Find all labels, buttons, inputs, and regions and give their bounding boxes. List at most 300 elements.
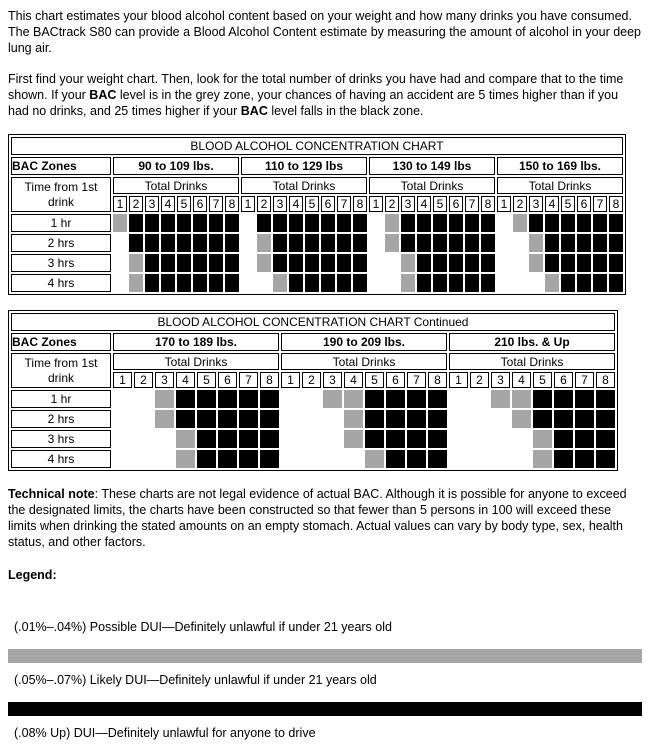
zone-cell-black	[577, 214, 591, 232]
zone-cell-black	[365, 390, 384, 408]
zone-cell-black	[401, 234, 415, 252]
bac-chart-table-2-continued	[8, 310, 618, 471]
drink-number: 1	[369, 196, 383, 212]
zone-cell-black	[197, 450, 216, 468]
zone-cell-grey	[257, 234, 271, 252]
zone-cell-black	[417, 274, 431, 292]
zone-cell-white	[470, 450, 489, 468]
zone-cell-black	[449, 274, 463, 292]
zone-cell-black	[561, 254, 575, 272]
chart-title: BLOOD ALCOHOL CONCENTRATION CHART	[11, 137, 623, 155]
intro-paragraph-2	[8, 71, 642, 119]
zone-cell-white	[491, 410, 510, 428]
time-row-label: 2 hrs	[11, 410, 111, 428]
time-row-label: 4 hrs	[11, 274, 111, 292]
drink-number: 1	[113, 196, 127, 212]
drink-number: 8	[428, 372, 447, 388]
zone-cell-black	[596, 410, 615, 428]
zone-cell-black	[193, 214, 207, 232]
zone-cell-black	[177, 234, 191, 252]
zone-cell-black	[465, 274, 479, 292]
total-drinks-header: Total Drinks	[113, 177, 239, 194]
zone-cell-black	[545, 234, 559, 252]
drink-number: 8	[260, 372, 279, 388]
zone-cell-white	[344, 450, 363, 468]
zone-cell-grey	[344, 430, 363, 448]
zone-cell-white	[497, 214, 511, 232]
bac-chart-table-1	[8, 134, 626, 295]
drink-number: 8	[609, 196, 623, 212]
zone-cell-black	[260, 430, 279, 448]
zone-cell-black	[575, 410, 594, 428]
zone-cell-black	[177, 254, 191, 272]
zone-cell-white	[369, 214, 383, 232]
zone-cell-white	[113, 234, 127, 252]
legend-swatch-black	[8, 702, 642, 716]
zone-cell-black	[321, 214, 335, 232]
zone-cell-black	[593, 214, 607, 232]
weight-range-header: 150 to 169 lbs.	[497, 157, 623, 175]
drink-number: 6	[554, 372, 573, 388]
drink-number: 4	[545, 196, 559, 212]
time-row-label: 2 hrs	[11, 234, 111, 252]
zone-cell-black	[209, 274, 223, 292]
zone-cell-black	[273, 234, 287, 252]
bac-zones-header: BAC Zones	[11, 157, 111, 175]
zone-cell-white	[113, 274, 127, 292]
zone-cell-black	[433, 234, 447, 252]
time-row-label: 1 hr	[11, 390, 111, 408]
zone-cell-black	[481, 214, 495, 232]
zone-cell-black	[257, 214, 271, 232]
zone-cell-grey	[512, 410, 531, 428]
zone-cell-black	[193, 234, 207, 252]
zone-cell-black	[554, 410, 573, 428]
zone-cell-white	[134, 410, 153, 428]
zone-cell-black	[428, 450, 447, 468]
zone-cell-white	[449, 450, 468, 468]
zone-cell-white	[385, 254, 399, 272]
zone-cell-black	[407, 430, 426, 448]
zone-cell-white	[513, 234, 527, 252]
zone-cell-black	[365, 410, 384, 428]
zone-cell-white	[369, 234, 383, 252]
zone-cell-black	[353, 234, 367, 252]
zone-cell-grey	[155, 390, 174, 408]
zone-cell-black	[197, 430, 216, 448]
zone-cell-black	[554, 430, 573, 448]
zone-cell-white	[281, 450, 300, 468]
drink-number: 2	[385, 196, 399, 212]
drink-number: 3	[145, 196, 159, 212]
zone-cell-grey	[529, 234, 543, 252]
zone-cell-white	[369, 254, 383, 272]
zone-cell-grey	[533, 430, 552, 448]
zone-cell-black	[289, 254, 303, 272]
zone-cell-black	[481, 234, 495, 252]
zone-cell-grey	[545, 274, 559, 292]
zone-cell-black	[596, 390, 615, 408]
zone-cell-grey	[491, 390, 510, 408]
intro-p2-text: First find your weight chart. Then, look for the total number of drinks you have had and compare that to the time shown. If your	[8, 72, 624, 102]
zone-cell-black	[225, 254, 239, 272]
drink-number: 8	[596, 372, 615, 388]
total-drinks-header: Total Drinks	[241, 177, 367, 194]
zone-cell-white	[113, 254, 127, 272]
zone-cell-black	[260, 450, 279, 468]
zone-cell-grey	[155, 410, 174, 428]
zone-cell-white	[113, 450, 132, 468]
zone-cell-white	[385, 274, 399, 292]
chart-title: BLOOD ALCOHOL CONCENTRATION CHART Continued	[11, 313, 615, 331]
drink-number: 8	[481, 196, 495, 212]
drink-number: 3	[155, 372, 174, 388]
zone-cell-black	[337, 274, 351, 292]
zone-cell-black	[593, 234, 607, 252]
zone-cell-black	[554, 390, 573, 408]
drink-number: 3	[273, 196, 287, 212]
zone-cell-white	[513, 254, 527, 272]
drink-number: 2	[134, 372, 153, 388]
zone-cell-white	[491, 450, 510, 468]
zone-cell-black	[481, 274, 495, 292]
intro-p2-text: level falls in the black zone.	[267, 104, 424, 118]
zone-cell-black	[428, 430, 447, 448]
time-from-first-drink-header: Time from 1st drink	[11, 353, 111, 388]
intro-p2-text: level is in the grey zone, your chances of having an accident are 5 times higher than if you had no drinks, and 25 times higher if your	[8, 88, 619, 118]
drink-number: 6	[449, 196, 463, 212]
zone-cell-black	[239, 410, 258, 428]
zone-cell-grey	[385, 214, 399, 232]
time-row-label: 4 hrs	[11, 450, 111, 468]
zone-cell-black	[218, 410, 237, 428]
zone-cell-black	[353, 274, 367, 292]
zone-cell-black	[407, 390, 426, 408]
technical-note	[8, 486, 642, 550]
drink-number: 5	[561, 196, 575, 212]
drink-number: 1	[241, 196, 255, 212]
zone-cell-white	[513, 274, 527, 292]
zone-cell-black	[129, 214, 143, 232]
drink-number: 4	[417, 196, 431, 212]
zone-cell-white	[491, 430, 510, 448]
zone-cell-black	[305, 234, 319, 252]
time-row-label: 3 hrs	[11, 254, 111, 272]
legend-item-dui: (.08% Up) DUI—Definitely unlawful for anyone to drive	[14, 726, 316, 740]
zone-cell-black	[561, 214, 575, 232]
drink-number: 3	[491, 372, 510, 388]
zone-cell-white	[241, 254, 255, 272]
weight-range-header: 90 to 109 lbs.	[113, 157, 239, 175]
zone-cell-black	[596, 450, 615, 468]
zone-cell-black	[545, 214, 559, 232]
zone-cell-black	[337, 254, 351, 272]
zone-cell-black	[177, 274, 191, 292]
zone-cell-grey	[529, 254, 543, 272]
zone-cell-black	[575, 430, 594, 448]
total-drinks-header: Total Drinks	[497, 177, 623, 194]
zone-cell-black	[176, 390, 195, 408]
drink-number: 5	[305, 196, 319, 212]
zone-cell-white	[134, 430, 153, 448]
zone-cell-black	[545, 254, 559, 272]
zone-cell-black	[449, 234, 463, 252]
zone-cell-black	[321, 254, 335, 272]
drink-number: 2	[513, 196, 527, 212]
zone-cell-black	[197, 410, 216, 428]
zone-cell-black	[433, 254, 447, 272]
zone-cell-white	[470, 430, 489, 448]
zone-cell-black	[176, 410, 195, 428]
weight-range-header: 170 to 189 lbs.	[113, 333, 279, 351]
zone-cell-white	[323, 410, 342, 428]
zone-cell-grey	[365, 450, 384, 468]
zone-cell-black	[575, 390, 594, 408]
zone-cell-black	[177, 214, 191, 232]
zone-cell-black	[609, 214, 623, 232]
zone-cell-white	[449, 410, 468, 428]
bac-zones-header: BAC Zones	[11, 333, 111, 351]
zone-cell-black	[289, 214, 303, 232]
zone-cell-white	[512, 450, 531, 468]
weight-range-header: 110 to 129 lbs	[241, 157, 367, 175]
zone-cell-white	[113, 410, 132, 428]
zone-cell-black	[321, 274, 335, 292]
zone-cell-black	[554, 450, 573, 468]
zone-cell-black	[239, 450, 258, 468]
weight-range-header: 210 lbs. & Up	[449, 333, 615, 351]
time-row-label: 3 hrs	[11, 430, 111, 448]
drink-number: 5	[365, 372, 384, 388]
zone-cell-grey	[176, 430, 195, 448]
drink-number: 7	[593, 196, 607, 212]
bac-bold-term: BAC	[240, 104, 268, 118]
zone-cell-white	[449, 430, 468, 448]
legend-swatch-grey	[8, 649, 642, 663]
zone-cell-black	[197, 390, 216, 408]
zone-cell-grey	[344, 390, 363, 408]
zone-cell-white	[512, 430, 531, 448]
zone-cell-black	[193, 274, 207, 292]
zone-cell-white	[497, 254, 511, 272]
zone-cell-black	[260, 410, 279, 428]
zone-cell-black	[533, 390, 552, 408]
zone-cell-black	[225, 214, 239, 232]
zone-cell-white	[302, 410, 321, 428]
zone-cell-white	[470, 410, 489, 428]
drink-number: 7	[239, 372, 258, 388]
zone-cell-white	[241, 214, 255, 232]
intro-paragraph-1: This chart estimates your blood alcohol content based on your weight and how many drinks you have consumed. The BACtrack S80 can provide a Blood Alcohol Content estimate by measuring the amount of alcohol in your deep lung air.	[8, 9, 642, 55]
drink-number: 6	[386, 372, 405, 388]
zone-cell-black	[145, 234, 159, 252]
zone-cell-black	[401, 214, 415, 232]
zone-cell-black	[161, 254, 175, 272]
zone-cell-grey	[257, 254, 271, 272]
zone-cell-grey	[513, 214, 527, 232]
zone-cell-black	[609, 254, 623, 272]
zone-cell-black	[609, 234, 623, 252]
zone-cell-grey	[273, 274, 287, 292]
zone-cell-black	[481, 254, 495, 272]
zone-cell-white	[302, 450, 321, 468]
drink-number: 7	[407, 372, 426, 388]
zone-cell-grey	[129, 254, 143, 272]
weight-range-header: 190 to 209 lbs.	[281, 333, 447, 351]
zone-cell-black	[417, 234, 431, 252]
drink-number: 4	[512, 372, 531, 388]
drink-number: 7	[575, 372, 594, 388]
zone-cell-black	[353, 254, 367, 272]
drink-number: 8	[225, 196, 239, 212]
zone-cell-black	[321, 234, 335, 252]
zone-cell-black	[289, 234, 303, 252]
technical-note-text: : These charts are not legal evidence of actual BAC. Although it is possible for anyone to exceed the designated limits, the charts have been constructed so that fewer than 5 persons in 100 will exceed these limits when drinking the stated amounts on an empty stomach. Actual values can vary by body type, sex, health status, and other factors.	[8, 487, 627, 549]
drink-number: 2	[470, 372, 489, 388]
zone-cell-black	[529, 214, 543, 232]
drink-number: 7	[337, 196, 351, 212]
time-row-label: 1 hr	[11, 214, 111, 232]
total-drinks-header: Total Drinks	[113, 353, 279, 370]
zone-cell-black	[218, 450, 237, 468]
drink-number: 4	[161, 196, 175, 212]
drink-number: 2	[302, 372, 321, 388]
zone-cell-black	[533, 410, 552, 428]
zone-cell-black	[337, 214, 351, 232]
legend-item-possible-dui: (.01%–.04%) Possible DUI—Definitely unlawful if under 21 years old	[14, 620, 392, 634]
zone-cell-black	[386, 450, 405, 468]
zone-cell-black	[145, 214, 159, 232]
zone-cell-black	[428, 410, 447, 428]
zone-cell-black	[289, 274, 303, 292]
zone-cell-black	[239, 390, 258, 408]
zone-cell-black	[386, 390, 405, 408]
zone-cell-white	[113, 390, 132, 408]
zone-cell-black	[305, 214, 319, 232]
zone-cell-black	[273, 254, 287, 272]
zone-cell-black	[449, 254, 463, 272]
zone-cell-grey	[533, 450, 552, 468]
zone-cell-grey	[344, 410, 363, 428]
total-drinks-header: Total Drinks	[281, 353, 447, 370]
zone-cell-black	[417, 254, 431, 272]
zone-cell-black	[225, 274, 239, 292]
legend-item-likely-dui: (.05%–.07%) Likely DUI—Definitely unlawful if under 21 years old	[14, 673, 377, 687]
zone-cell-grey	[401, 274, 415, 292]
drink-number: 1	[281, 372, 300, 388]
zone-cell-black	[449, 214, 463, 232]
zone-cell-white	[134, 390, 153, 408]
drink-number: 1	[113, 372, 132, 388]
drink-number: 4	[289, 196, 303, 212]
zone-cell-black	[609, 274, 623, 292]
legend-heading: Legend:	[8, 568, 57, 582]
zone-cell-white	[281, 430, 300, 448]
drink-number: 3	[323, 372, 342, 388]
zone-cell-black	[561, 234, 575, 252]
zone-cell-white	[257, 274, 271, 292]
zone-cell-white	[449, 390, 468, 408]
zone-cell-grey	[176, 450, 195, 468]
zone-cell-black	[218, 430, 237, 448]
zone-cell-black	[575, 450, 594, 468]
zone-cell-black	[129, 234, 143, 252]
drink-number: 6	[577, 196, 591, 212]
zone-cell-grey	[401, 254, 415, 272]
zone-cell-black	[239, 430, 258, 448]
drink-number: 5	[533, 372, 552, 388]
drink-number: 3	[401, 196, 415, 212]
zone-cell-white	[281, 390, 300, 408]
bac-bold-term: BAC	[89, 88, 117, 102]
zone-cell-black	[593, 274, 607, 292]
drink-number: 2	[257, 196, 271, 212]
drink-number: 4	[176, 372, 195, 388]
legend-swatch-white	[8, 596, 642, 610]
weight-range-header: 130 to 149 lbs	[369, 157, 495, 175]
zone-cell-black	[386, 410, 405, 428]
technical-note-label: Technical note	[8, 487, 95, 501]
zone-cell-black	[596, 430, 615, 448]
drink-number: 8	[353, 196, 367, 212]
zone-cell-white	[155, 430, 174, 448]
page	[8, 8, 642, 741]
drink-number: 7	[465, 196, 479, 212]
zone-cell-black	[260, 390, 279, 408]
drink-number: 3	[529, 196, 543, 212]
zone-cell-white	[497, 274, 511, 292]
zone-cell-black	[428, 390, 447, 408]
zone-cell-white	[241, 234, 255, 252]
zone-cell-black	[386, 430, 405, 448]
zone-cell-black	[218, 390, 237, 408]
time-from-first-drink-header: Time from 1st drink	[11, 177, 111, 212]
drink-number: 6	[321, 196, 335, 212]
zone-cell-black	[365, 430, 384, 448]
drink-number: 5	[197, 372, 216, 388]
zone-cell-white	[497, 234, 511, 252]
zone-cell-black	[407, 410, 426, 428]
zone-cell-white	[241, 274, 255, 292]
zone-cell-black	[561, 274, 575, 292]
zone-cell-white	[281, 410, 300, 428]
zone-cell-black	[465, 234, 479, 252]
zone-cell-black	[209, 254, 223, 272]
zone-cell-white	[529, 274, 543, 292]
zone-cell-black	[305, 254, 319, 272]
zone-cell-black	[225, 234, 239, 252]
zone-cell-grey	[129, 274, 143, 292]
drink-number: 4	[344, 372, 363, 388]
zone-cell-white	[323, 430, 342, 448]
zone-cell-black	[209, 214, 223, 232]
zone-cell-black	[433, 274, 447, 292]
drink-number: 5	[433, 196, 447, 212]
zone-cell-black	[161, 214, 175, 232]
drink-number: 1	[497, 196, 511, 212]
total-drinks-header: Total Drinks	[369, 177, 495, 194]
zone-cell-white	[302, 390, 321, 408]
zone-cell-white	[323, 450, 342, 468]
zone-cell-grey	[385, 234, 399, 252]
zone-cell-white	[113, 430, 132, 448]
zone-cell-white	[470, 390, 489, 408]
drink-number: 2	[129, 196, 143, 212]
zone-cell-black	[145, 254, 159, 272]
drink-number: 6	[193, 196, 207, 212]
zone-cell-black	[433, 214, 447, 232]
zone-cell-grey	[323, 390, 342, 408]
